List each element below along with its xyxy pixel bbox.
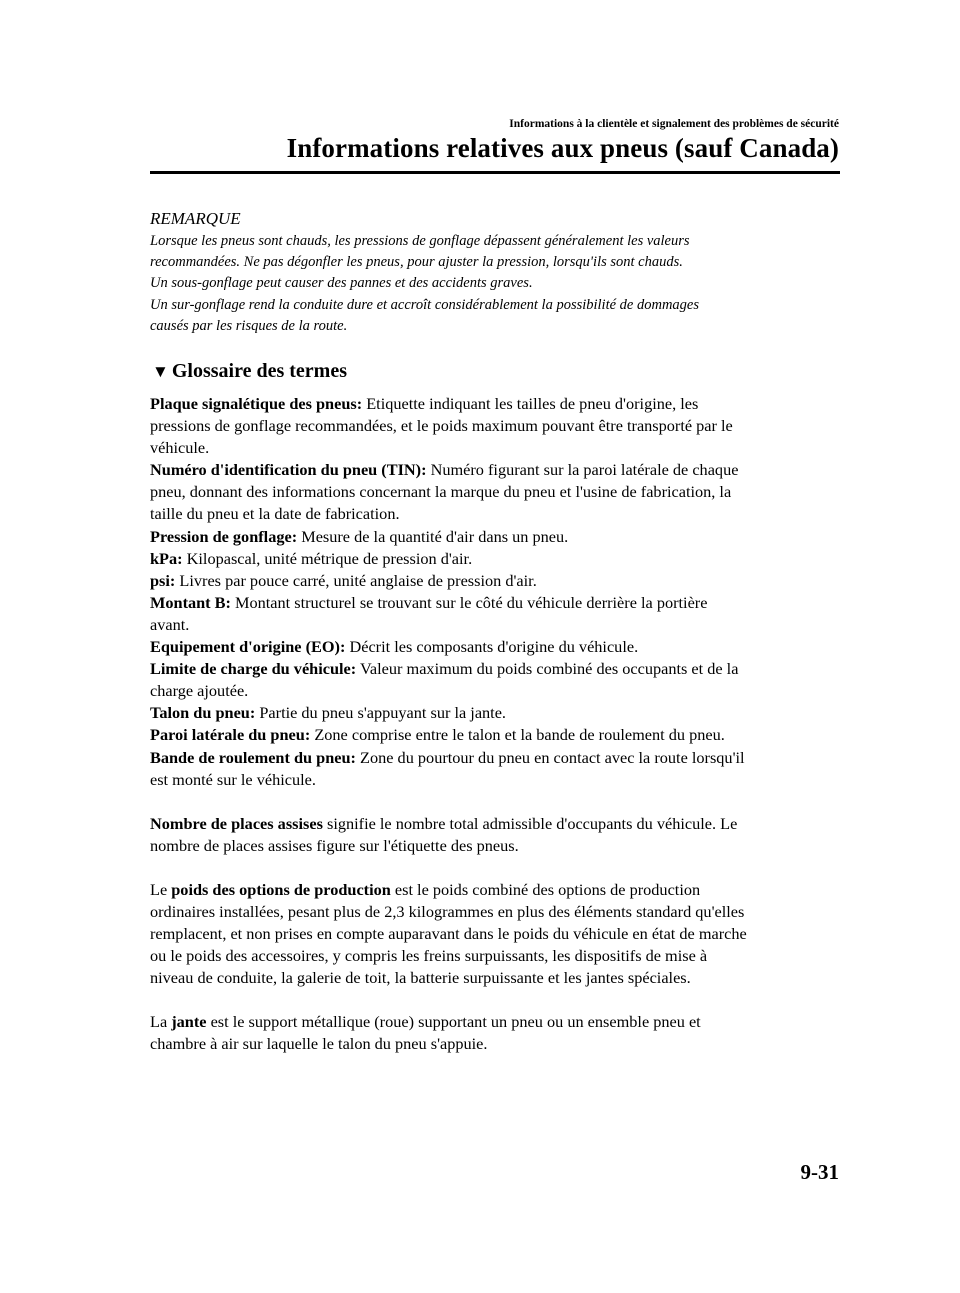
glossary-entry: [150, 636, 850, 658]
glossary-line: véhicule.: [150, 438, 210, 458]
glossary-term: Bande de roulement du pneu:: [150, 747, 356, 767]
glossary-line: [150, 636, 850, 658]
glossary-term: Pression de gonflage:: [150, 526, 298, 546]
note-line: Un sous-gonflage peut causer des pannes et des accidents graves.: [150, 275, 533, 292]
glossary-entry: [150, 570, 850, 592]
paragraph-line: chambre à air sur laquelle le talon du pneu s'appuie.: [150, 1034, 488, 1054]
glossary-entry: [150, 724, 850, 746]
note-line: Lorsque les pneus sont chauds, les pressions de gonflage dépassent généralement les valeurs: [150, 233, 690, 249]
triangle-down-icon: ▼: [152, 362, 169, 381]
glossary-line: taille du pneu et la date de fabrication.: [150, 504, 400, 524]
glossary-entry: [150, 592, 850, 636]
glossary-term: Plaque signalétique des pneus:: [150, 394, 363, 413]
glossary-entry: [150, 702, 850, 724]
glossary-text: Kilopascal, unité métrique de pression d'air.: [182, 548, 473, 568]
glossary-line: [150, 393, 850, 415]
paragraph-line: [150, 879, 850, 901]
paragraph-term: jante: [171, 1012, 207, 1032]
glossary-line: [150, 592, 850, 614]
glossary-term: Talon du pneu:: [150, 703, 256, 723]
glossary-line: avant.: [150, 614, 190, 634]
glossary-entry: [150, 747, 850, 791]
paragraph-line: ordinaires installées, pesant plus de 2,3 kilogrammes en plus des éléments standard qu'elles: [150, 901, 745, 921]
paragraph-line: nombre de places assises figure sur l'étiquette des pneus.: [150, 835, 519, 855]
glossary-term: Paroi latérale du pneu:: [150, 725, 311, 745]
glossary-text: Valeur maximum du poids combiné des occupants et de la: [356, 659, 739, 679]
header-subtitle: Informations à la clientèle et signalement des problèmes de sécurité: [509, 118, 839, 130]
section-heading: [152, 360, 347, 383]
glossary-text: Décrit les composants d'origine du véhicule.: [345, 637, 639, 657]
paragraph-term: poids des options de production: [171, 879, 391, 899]
note-line: Un sur-gonflage rend la conduite dure et accroît considérablement la possibilité de dommages: [150, 296, 700, 313]
paragraph-line: remplacent, et non prises en compte auparavant dans le poids du véhicule en état de marche: [150, 924, 747, 944]
glossary-entry: [150, 658, 850, 702]
paragraph-text: est le support métallique (roue) supportant un pneu ou un ensemble pneu et: [206, 1012, 701, 1032]
header-divider: [150, 171, 840, 174]
glossary-entry: [150, 393, 850, 459]
glossary-text: Mesure de la quantité d'air dans un pneu.: [297, 526, 569, 546]
page-title: Informations relatives aux pneus (sauf Canada): [286, 133, 839, 163]
glossary-term: Limite de charge du véhicule:: [150, 659, 357, 679]
paragraph: [150, 879, 850, 989]
note-line: recommandées. Ne pas dégonfler les pneus, pour ajuster la pression, lorsqu'ils sont chauds.: [150, 254, 683, 271]
glossary-entry: [150, 459, 850, 525]
glossary-line: [150, 747, 850, 769]
glossary-text: Etiquette indiquant les tailles de pneu d'origine, les: [362, 394, 699, 413]
paragraph-term: Nombre de places assises: [150, 813, 323, 833]
glossary-text: Partie du pneu s'appuyant sur la jante.: [255, 703, 507, 723]
paragraph: [150, 813, 850, 857]
glossary-term: Equipement d'origine (EO):: [150, 637, 346, 657]
glossary-entry: [150, 526, 850, 548]
glossary-line: [150, 526, 850, 548]
glossary-body: [150, 393, 850, 1056]
glossary-text: Livres par pouce carré, unité anglaise de pression d'air.: [175, 570, 537, 590]
glossary-text: Zone comprise entre le talon et la bande de roulement du pneu.: [310, 725, 725, 745]
note-block: [150, 207, 840, 337]
glossary-line: charge ajoutée.: [150, 681, 249, 701]
section-heading-text: Glossaire des termes: [171, 360, 347, 382]
glossary-line: [150, 724, 850, 746]
paragraph-line: niveau de conduite, la galerie de toit, la batterie surpuissante et les jantes spéciales.: [150, 968, 691, 988]
page-number: 9-31: [800, 1160, 839, 1184]
glossary-line: pressions de gonflage recommandées, et le poids maximum pouvant être transporté par le: [150, 416, 733, 436]
paragraph-prefix: Le: [150, 879, 172, 899]
glossary-text: Numéro figurant sur la paroi latérale de chaque: [426, 460, 739, 480]
glossary-entry: [150, 548, 850, 570]
paragraph-text: signifie le nombre total admissible d'occupants du véhicule. Le: [322, 813, 738, 833]
glossary-term: psi:: [150, 570, 176, 590]
glossary-term: Numéro d'identification du pneu (TIN):: [150, 460, 427, 480]
paragraph-prefix: La: [150, 1012, 172, 1032]
paragraph-line: [150, 1011, 850, 1033]
note-title: REMARQUE: [150, 209, 241, 228]
glossary-line: pneu, donnant des informations concernant la marque du pneu et l'usine de fabrication, la: [150, 482, 732, 502]
glossary-term: kPa:: [150, 548, 183, 568]
paragraph-line: ou le poids des accessoires, y compris les freins surpuissants, les dispositifs de mise à: [150, 946, 708, 966]
glossary-line: [150, 548, 850, 570]
glossary-line: [150, 570, 850, 592]
paragraph-gap: [150, 989, 850, 1011]
paragraph-line: [150, 813, 850, 835]
note-line: causés par les risques de la route.: [150, 317, 348, 334]
paragraph-gap: [150, 791, 850, 813]
glossary-text: Zone du pourtour du pneu en contact avec la route lorsqu'il: [355, 747, 745, 767]
glossary-line: [150, 459, 850, 481]
glossary-line: est monté sur le véhicule.: [150, 769, 316, 789]
glossary-line: [150, 658, 850, 680]
paragraph-text: est le poids combiné des options de production: [390, 879, 701, 899]
glossary-text: Montant structurel se trouvant sur le côté du véhicule derrière la portière: [230, 592, 708, 612]
glossary-term: Montant B:: [150, 592, 231, 612]
paragraph-gap: [150, 857, 850, 879]
paragraph: [150, 1011, 850, 1055]
glossary-line: [150, 702, 850, 724]
